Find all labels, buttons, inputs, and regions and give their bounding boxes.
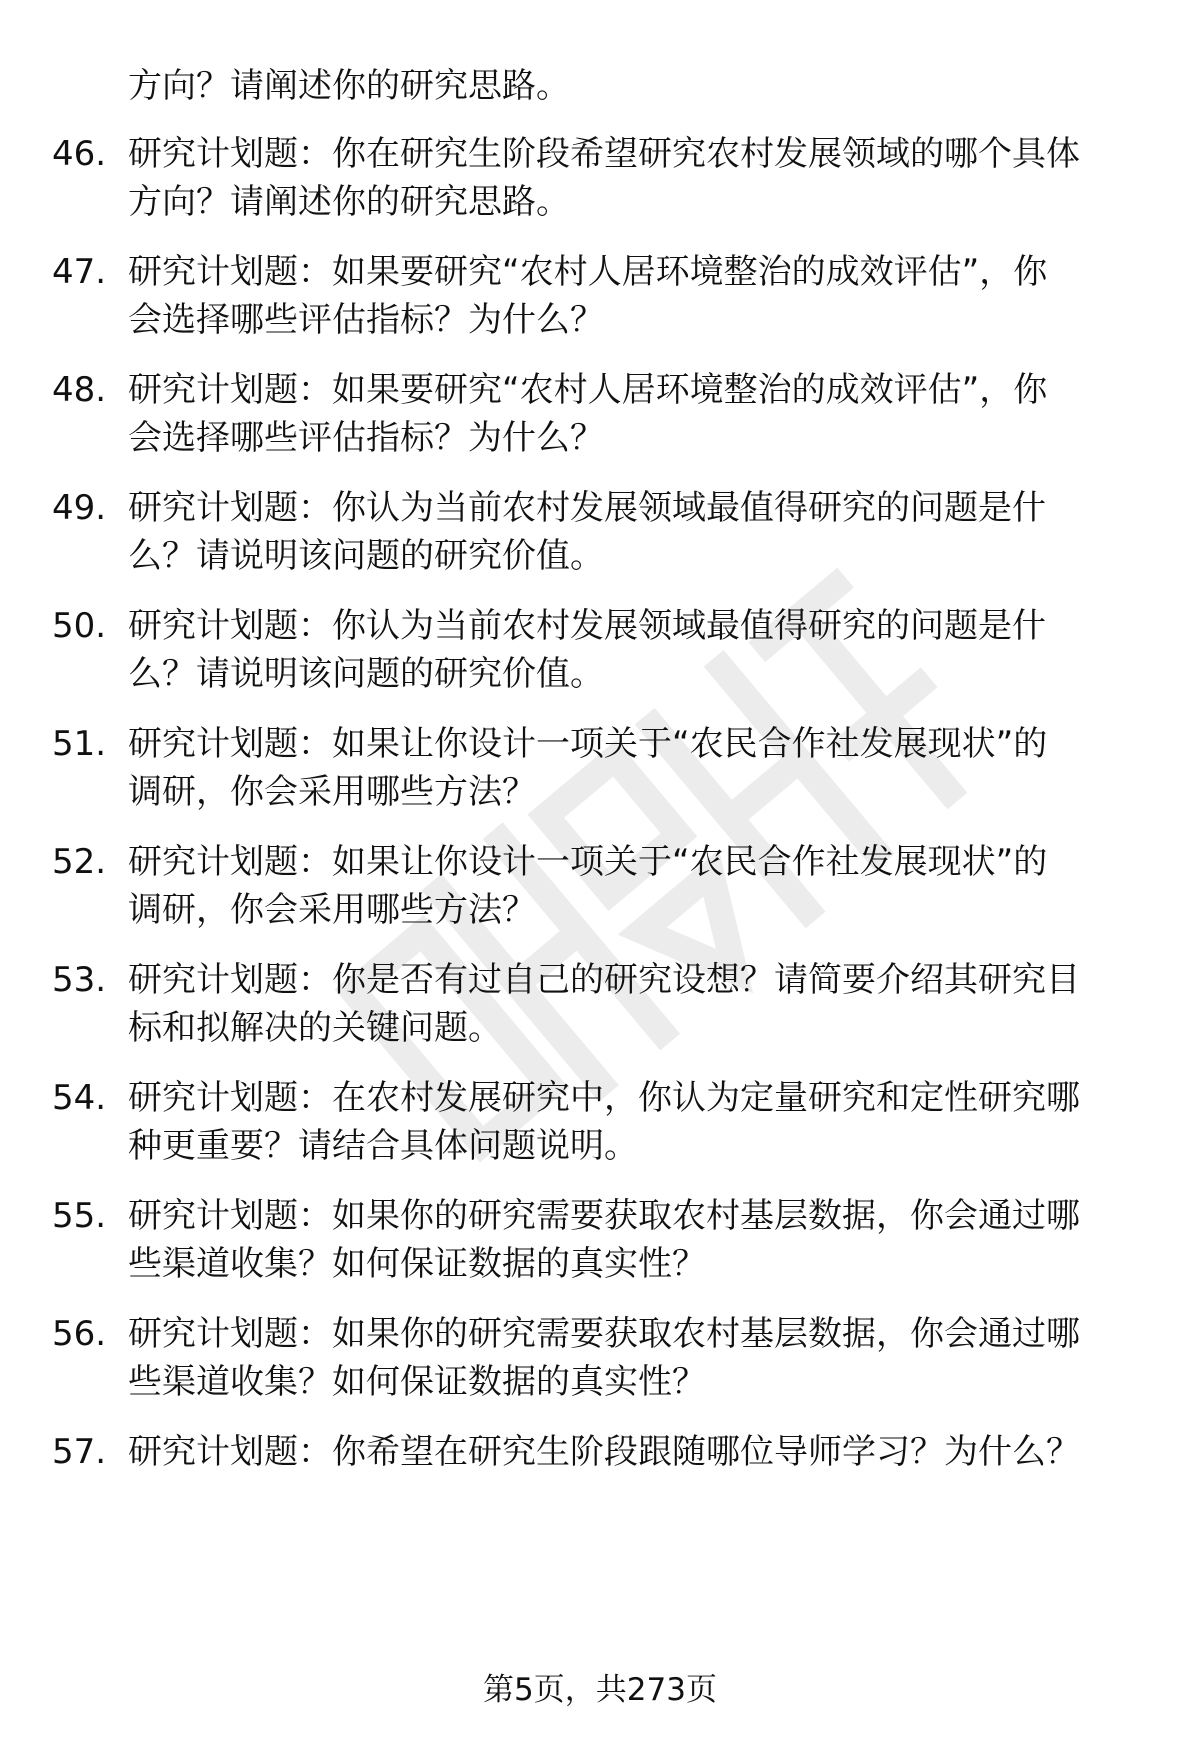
question-number: 46. <box>52 134 107 174</box>
question-line: 么？请说明该问题的研究价值。 <box>128 536 604 576</box>
question-text <box>128 484 1148 580</box>
question-text <box>128 366 1148 462</box>
question-line: 研究计划题：你在研究生阶段希望研究农村发展领域的哪个具体 <box>128 134 1080 174</box>
question-line: 调研，你会采用哪些方法？ <box>128 772 536 812</box>
question-line: 研究计划题：如果要研究“农村人居环境整治的成效评估”，你 <box>128 252 1048 292</box>
question-line: 些渠道收集？如何保证数据的真实性？ <box>128 1244 706 1284</box>
list-item <box>0 720 1200 820</box>
question-number: 48. <box>52 370 107 410</box>
question-number: 52. <box>52 842 107 882</box>
question-line: 些渠道收集？如何保证数据的真实性？ <box>128 1362 706 1402</box>
question-text <box>128 956 1148 1052</box>
question-text <box>128 248 1148 344</box>
question-line: 会选择哪些评估指标？为什么？ <box>128 300 604 340</box>
question-number: 56. <box>52 1314 107 1354</box>
question-text <box>128 838 1148 934</box>
question-text <box>128 720 1148 816</box>
list-item <box>0 248 1200 348</box>
list-item <box>0 602 1200 702</box>
question-line: 调研，你会采用哪些方法？ <box>128 890 536 930</box>
question-line: 种更重要？请结合具体问题说明。 <box>128 1126 638 1166</box>
question-line: 研究计划题：你认为当前农村发展领域最值得研究的问题是什 <box>128 606 1046 646</box>
question-line: 标和拟解决的关键问题。 <box>128 1008 502 1048</box>
list-item <box>0 956 1200 1056</box>
question-line: 研究计划题：如果要研究“农村人居环境整治的成效评估”，你 <box>128 370 1048 410</box>
question-line: 会选择哪些评估指标？为什么？ <box>128 418 604 458</box>
question-number: 53. <box>52 960 107 1000</box>
question-text <box>128 1428 1148 1476</box>
question-number: 54. <box>52 1078 107 1118</box>
question-number: 51. <box>52 724 107 764</box>
list-item <box>0 1310 1200 1410</box>
question-line: 方向？请阐述你的研究思路。 <box>128 182 570 222</box>
list-item <box>0 1074 1200 1174</box>
question-line: 研究计划题：如果你的研究需要获取农村基层数据，你会通过哪 <box>128 1314 1080 1354</box>
list-item <box>0 1192 1200 1292</box>
list-item <box>0 484 1200 584</box>
list-item <box>0 1428 1200 1528</box>
question-number: 55. <box>52 1196 107 1236</box>
question-line: 研究计划题：在农村发展研究中，你认为定量研究和定性研究哪 <box>128 1078 1080 1118</box>
question-line: 研究计划题：如果让你设计一项关于“农民合作社发展现状”的 <box>128 842 1048 882</box>
question-line: 研究计划题：你是否有过自己的研究设想？请简要介绍其研究目 <box>128 960 1080 1000</box>
question-text <box>128 1074 1148 1170</box>
question-line: 研究计划题：如果你的研究需要获取农村基层数据，你会通过哪 <box>128 1196 1080 1236</box>
question-line: 研究计划题：如果让你设计一项关于“农民合作社发展现状”的 <box>128 724 1048 764</box>
question-line: 么？请说明该问题的研究价值。 <box>128 654 604 694</box>
question-text <box>128 130 1148 226</box>
question-number: 57. <box>52 1432 107 1472</box>
list-item <box>0 366 1200 466</box>
page-footer: 第5页，共273页 <box>483 1672 717 1708</box>
question-text <box>128 1192 1148 1288</box>
list-item <box>0 130 1200 230</box>
question-text <box>128 602 1148 698</box>
continued-question-text: 方向？请阐述你的研究思路。 <box>128 66 570 106</box>
question-number: 49. <box>52 488 107 528</box>
question-number: 47. <box>52 252 107 292</box>
question-line: 研究计划题：你希望在研究生阶段跟随哪位导师学习？为什么？ <box>128 1432 1080 1472</box>
question-text <box>128 1310 1148 1406</box>
question-line: 研究计划题：你认为当前农村发展领域最值得研究的问题是什 <box>128 488 1046 528</box>
question-number: 50. <box>52 606 107 646</box>
list-item <box>0 838 1200 938</box>
